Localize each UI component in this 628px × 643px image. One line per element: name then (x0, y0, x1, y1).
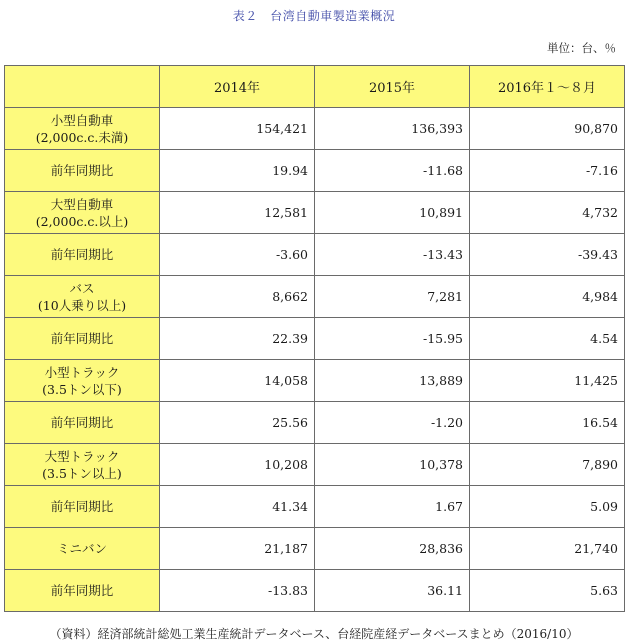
value-cell: 16.54 (470, 402, 625, 444)
table-row (5, 444, 625, 486)
row-label-line: (10人乗り以上) (37, 297, 127, 313)
table-row (5, 318, 625, 360)
value-cell: 5.63 (470, 570, 625, 612)
row-label-line: 前年同期比 (50, 415, 114, 430)
table-body (5, 108, 625, 612)
table-row (5, 360, 625, 402)
row-label (5, 486, 160, 528)
value-cell: 7,890 (470, 444, 625, 486)
value-cell: -7.16 (470, 150, 625, 192)
row-label (5, 528, 160, 570)
value-cell: -15.95 (315, 318, 470, 360)
row-label-line: (3.5トン以下) (42, 381, 122, 397)
row-label-line: 小型自動車 (50, 112, 114, 128)
value-cell: 7,281 (315, 276, 470, 318)
value-cell: 25.56 (160, 402, 315, 444)
header-cell-2016: 2016年１～８月 (470, 66, 625, 108)
header-cell-2014: 2014年 (160, 66, 315, 108)
table-row (5, 234, 625, 276)
value-cell: 13,889 (315, 360, 470, 402)
value-cell: 10,208 (160, 444, 315, 486)
row-label (5, 318, 160, 360)
row-label (5, 108, 160, 150)
row-label-line: 前年同期比 (50, 247, 114, 262)
row-label-line: (3.5トン以上) (42, 465, 122, 481)
header-cell-2015: 2015年 (315, 66, 470, 108)
table-row (5, 402, 625, 444)
value-cell: -13.43 (315, 234, 470, 276)
value-cell: -1.20 (315, 402, 470, 444)
production-table (4, 65, 625, 612)
row-label (5, 360, 160, 402)
value-cell: 41.34 (160, 486, 315, 528)
row-label-line: ミニバン (56, 541, 107, 556)
value-cell: 154,421 (160, 108, 315, 150)
value-cell: -11.68 (315, 150, 470, 192)
row-label (5, 402, 160, 444)
value-cell: 21,187 (160, 528, 315, 570)
row-label (5, 570, 160, 612)
row-label-line: 前年同期比 (50, 583, 114, 598)
value-cell: 36.11 (315, 570, 470, 612)
value-cell: 22.39 (160, 318, 315, 360)
table-row (5, 570, 625, 612)
table-row (5, 486, 625, 528)
row-label (5, 234, 160, 276)
header-cell-corner (5, 66, 160, 108)
row-label-line: 大型トラック (44, 448, 120, 464)
table-row (5, 108, 625, 150)
table-row (5, 192, 625, 234)
table-row (5, 150, 625, 192)
value-cell: 4.54 (470, 318, 625, 360)
row-label-line: 大型自動車 (50, 196, 114, 212)
row-label (5, 192, 160, 234)
value-cell: 21,740 (470, 528, 625, 570)
value-cell: 8,662 (160, 276, 315, 318)
row-label (5, 444, 160, 486)
value-cell: 4,732 (470, 192, 625, 234)
row-label-line: バス (69, 280, 95, 296)
value-cell: 19.94 (160, 150, 315, 192)
value-cell: 10,891 (315, 192, 470, 234)
value-cell: 12,581 (160, 192, 315, 234)
table-row (5, 528, 625, 570)
value-cell: 5.09 (470, 486, 625, 528)
source-note: （資料）経済部統計総処工業生産統計データベース、台経院産経データベースまとめ（2016/10） (49, 627, 579, 641)
value-cell: 14,058 (160, 360, 315, 402)
value-cell: 1.67 (315, 486, 470, 528)
value-cell: 28,836 (315, 528, 470, 570)
value-cell: 11,425 (470, 360, 625, 402)
row-label-line: 小型トラック (44, 364, 120, 380)
row-label-line: (2,000c.c.未満) (35, 129, 129, 145)
row-label-line: 前年同期比 (50, 331, 114, 346)
value-cell: -3.60 (160, 234, 315, 276)
row-label (5, 150, 160, 192)
row-label-line: 前年同期比 (50, 499, 114, 514)
value-cell: -39.43 (470, 234, 625, 276)
value-cell: 136,393 (315, 108, 470, 150)
table-title: 表２ 台湾自動車製造業概況 (232, 9, 396, 23)
row-label-line: 前年同期比 (50, 163, 114, 178)
unit-note: 単位：台、％ (547, 41, 616, 55)
value-cell: -13.83 (160, 570, 315, 612)
value-cell: 90,870 (470, 108, 625, 150)
value-cell: 10,378 (315, 444, 470, 486)
row-label-line: (2,000c.c.以上) (35, 213, 129, 229)
header-row (5, 66, 625, 108)
table-row (5, 276, 625, 318)
row-label (5, 276, 160, 318)
value-cell: 4,984 (470, 276, 625, 318)
